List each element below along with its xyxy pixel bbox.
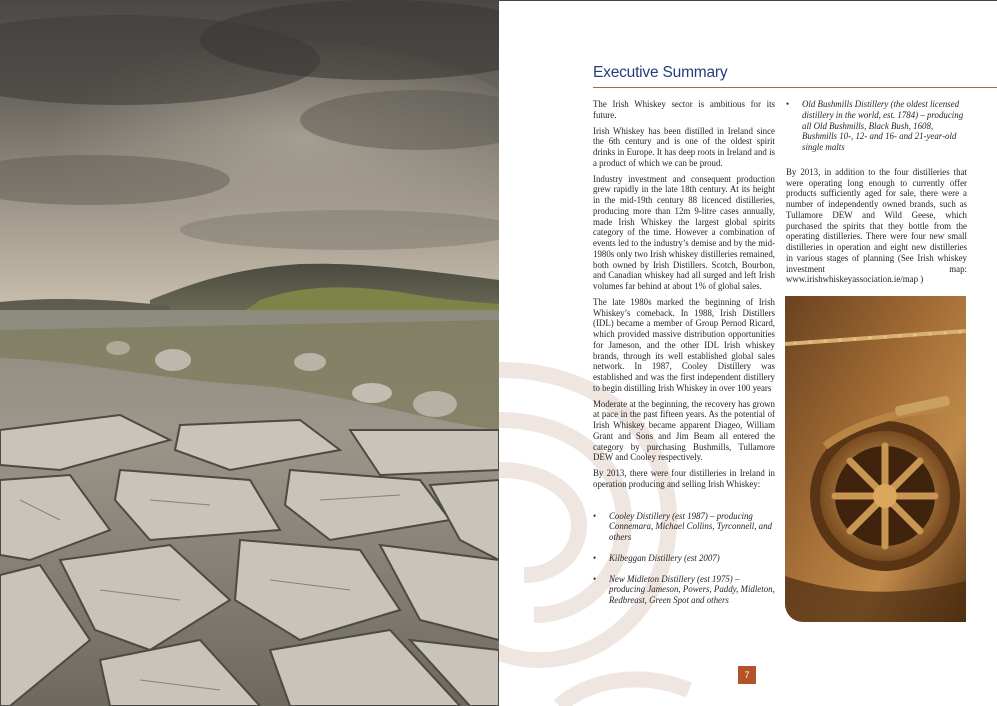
page-title: Executive Summary <box>593 64 728 81</box>
copper-still-photo-icon <box>785 296 966 622</box>
page-number: 7 <box>738 666 756 684</box>
copper-still-photo <box>785 296 966 622</box>
right-page <box>499 0 997 706</box>
paragraph: The late 1980s marked the beginning of Irish Whiskey’s comeback. In 1988, Irish Distillers (IDL) became a member of Group Pernod Ricard, which provided massive distribution opportunities for Jameson, and the other IDL Irish whiskey brands, through its well established global sales network. In 1987, Cooley Distillery was established and was the first independent distillery to begin distilling Irish Whiskey in over 100 years <box>593 296 775 393</box>
paragraph: Moderate at the beginning, the recovery has grown at pace in the past fifteen years. As the potential of Irish Whiskey became apparent Diageo, William Grant and Sons and Jim Beam all entered the category by purchasing Bushmills, Tullamore DEW and Cooley respectively. <box>593 398 775 463</box>
paragraph: By 2013, there were four distilleries in Ireland in operation producing and selling Irish Whiskey: <box>593 468 775 489</box>
list-item: • New Midleton Distillery (est 1975) – producing Jameson, Powers, Paddy, Midleton, Redbreast, Green Spot and others <box>593 574 775 606</box>
distillery-list <box>593 511 775 606</box>
paragraph: Industry investment and consequent production grew rapidly in the late 18th century. At its height in the mid-19th century 88 licenced distilleries, producing more than 12m 9-litre cases annually, made Irish Whiskey the largest global spirits category of the time. However a combination of events led to the industry’s demise and by the mid-1980s only two Irish whiskey distilleries remained, both owned by Irish Distillers. Scotch, Bourbon, and Canadian whiskey had all surged and left Irish volumes far behind at about 1% of global sales. <box>593 173 775 291</box>
paragraph: By 2013, in addition to the four distilleries that were operating long enough to currently offer products sufficiently aged for sale, there were a number of independently owned brands, such as Tullamore DEW and Wild Geese, which purchased the spirits that they bottle from the operating distilleries. There were four new small distilleries in operation and eight new distilleries in various stages of planning (See Irish whiskey investment map: www.irishwhiskeyassociation.ie/map ) <box>786 166 967 285</box>
distillery-list-continued <box>786 99 967 153</box>
text-column-left <box>593 99 775 616</box>
list-item: • Old Bushmills Distillery (the oldest licensed distillery in the world, est. 1784) – producing all Old Bushmills, Black Bush, 1608, Bushmills 10-, 12- and 16- and 21-year-old single malts <box>786 99 967 153</box>
list-item: • Kilbeggan Distillery (est 2007) <box>593 553 775 564</box>
paragraph: Irish Whiskey has been distilled in Ireland since the 6th century and is one of the oldest spirit drinks in Europe. It has deep roots in Ireland and is a product of which we can be proud. <box>593 125 775 168</box>
page-top-rule <box>499 0 997 1</box>
title-rule <box>593 87 997 88</box>
list-item: • Cooley Distillery (est 1987) – producing Connemara, Michael Collins, Tyrconnell, and others <box>593 511 775 543</box>
text-column-right <box>786 99 967 290</box>
paragraph: The Irish Whiskey sector is ambitious for its future. <box>593 99 775 120</box>
